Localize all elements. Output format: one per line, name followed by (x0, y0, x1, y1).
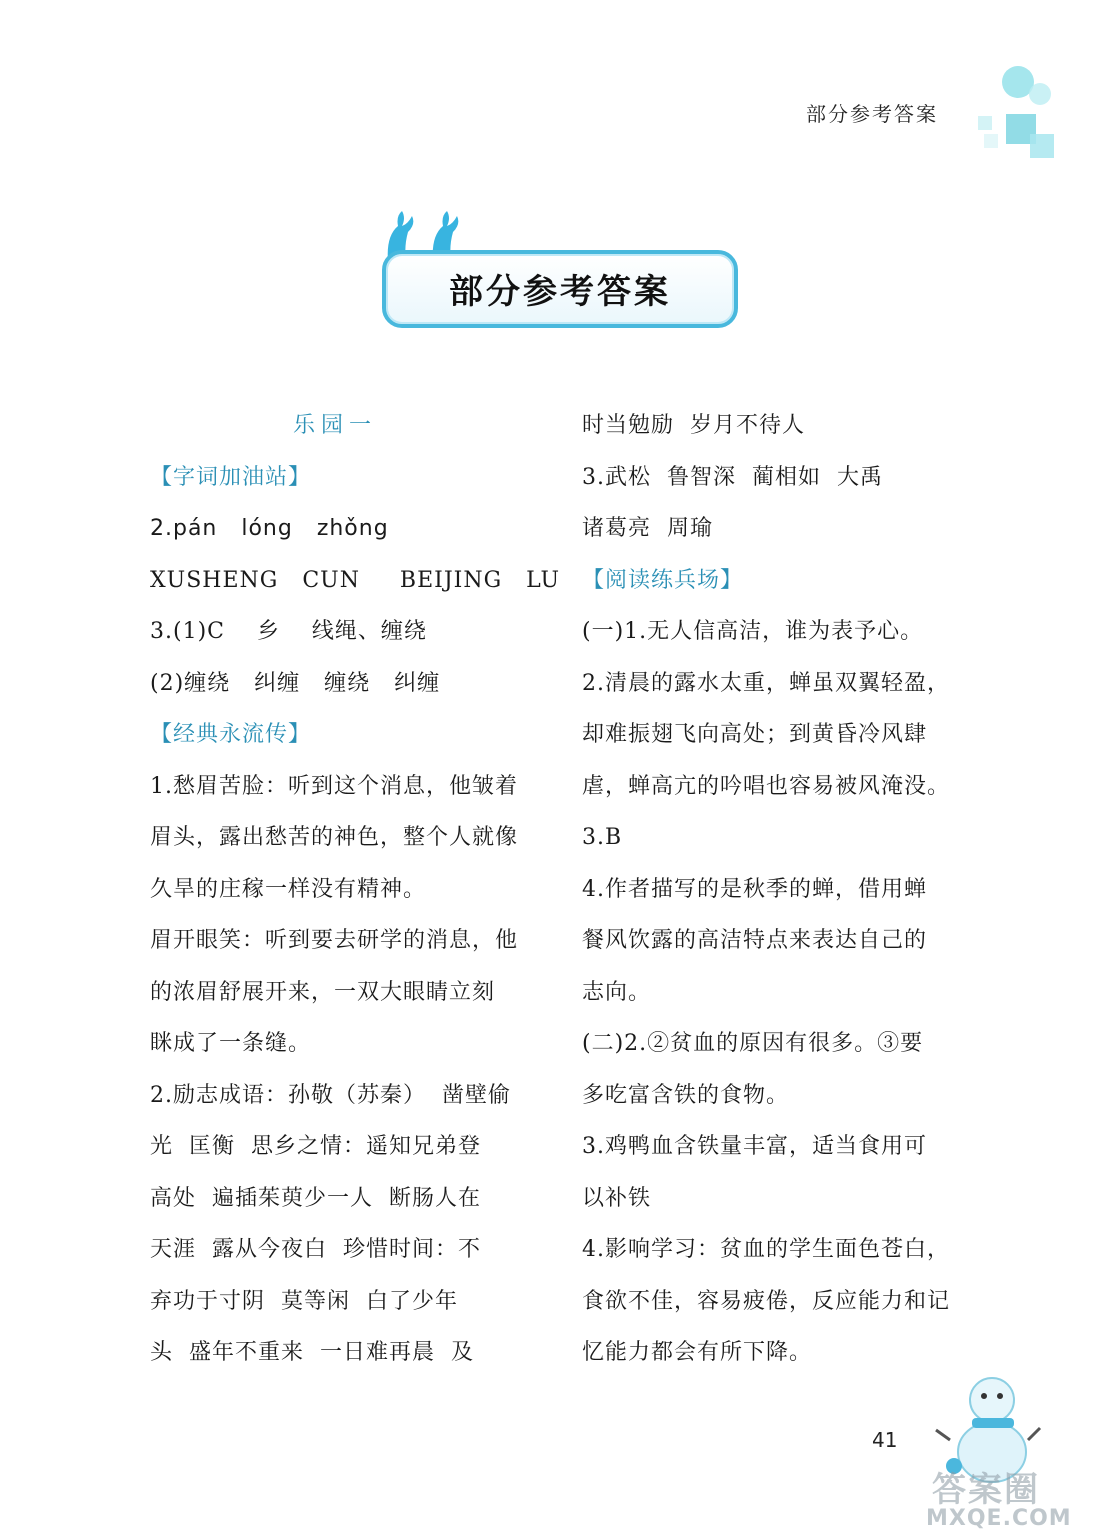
list-item: 虐，蝉高亢的吟唱也容易被风淹没。 (582, 773, 951, 799)
list-item: 2.励志成语：孙敬（苏秦） 凿壁偷 (150, 1082, 511, 1108)
list-item: 眉头，露出愁苦的神色，整个人就像 (150, 825, 519, 850)
decorative-squares-icon (968, 64, 1058, 164)
list-item: 高处 遍插茱萸少一人 断肠人在 (150, 1185, 481, 1211)
list-item: 1.愁眉苦脸：听到这个消息，他皱着 (150, 773, 518, 799)
list-item: 光 匡衡 思乡之情：遥知兄弟登 (150, 1134, 481, 1159)
list-item: 眉开眼笑：听到要去研学的消息，他 (150, 928, 519, 953)
list-item: 诸葛亮 周瑜 (582, 516, 713, 541)
list-item: 4.影响学习：贫血的学生面色苍白， (582, 1237, 950, 1262)
left-column (150, 400, 561, 1379)
list-item: 却难振翅飞向高处；到黄昏冷风肆 (582, 722, 928, 747)
list-item: 多吃富含铁的食物。 (582, 1082, 790, 1108)
section-heading: 【阅读练兵场】 (582, 567, 744, 593)
list-item: 志向。 (582, 979, 652, 1005)
page-title: 部分参考答案 (449, 272, 671, 312)
list-item: (一)1.无人信高洁，谁为表予心。 (582, 619, 924, 644)
list-item: 2.清晨的露水太重，蝉虽双翼轻盈， (582, 670, 950, 696)
right-column (582, 400, 962, 1379)
list-item: 的浓眉舒展开来，一双大眼睛立刻 (150, 979, 496, 1005)
list-item: 乐园一 (292, 413, 377, 438)
watermark-url: MXQE.COM (926, 1506, 1072, 1531)
list-item: 3.(1)C 乡 线绳、缠绕 (150, 619, 427, 644)
list-item: 时当勉励 岁月不待人 (582, 413, 805, 438)
list-item: 弃功于寸阴 莫等闲 白了少年 (150, 1288, 458, 1314)
running-header: 部分参考答案 (806, 102, 938, 126)
title-frame (382, 250, 738, 328)
list-item: 久旱的庄稼一样没有精神。 (150, 876, 427, 902)
page-title-banner (372, 206, 742, 326)
list-item: 头 盛年不重来 一日难再晨 及 (150, 1340, 474, 1365)
watermark-logo-text: 答案圈 (932, 1470, 1040, 1510)
section-heading: 【字词加油站】 (150, 464, 312, 490)
list-item: 食欲不佳，容易疲倦，反应能力和记 (582, 1288, 951, 1314)
list-item: 3.鸡鸭血含铁量丰富，适当食用可 (582, 1134, 927, 1159)
list-item: 天涯 露从今夜白 珍惜时间：不 (150, 1237, 481, 1262)
section-heading: 【经典永流传】 (150, 722, 312, 747)
list-item: (二)2.②贫血的原因有很多。③要 (582, 1031, 924, 1056)
list-item: (2)缠绕 纠缠 缠绕 纠缠 (150, 670, 441, 696)
list-item: 眯成了一条缝。 (150, 1031, 312, 1056)
list-item: 4.作者描写的是秋季的蝉，借用蝉 (582, 876, 927, 902)
list-item: 3.B (582, 825, 623, 850)
list-item: 3.武松 鲁智深 蔺相如 大禹 (582, 464, 883, 490)
watermark (926, 1462, 1096, 1532)
list-item: 以补铁 (582, 1185, 652, 1211)
list-item: XUSHENG CUN BEIJING LU (150, 567, 561, 593)
page-number: 41 (872, 1428, 898, 1452)
list-item: 餐风饮露的高洁特点来表达自己的 (582, 928, 928, 953)
list-item: 忆能力都会有所下降。 (582, 1340, 813, 1365)
list-item: 2.pán lóng zhǒng (150, 516, 389, 541)
